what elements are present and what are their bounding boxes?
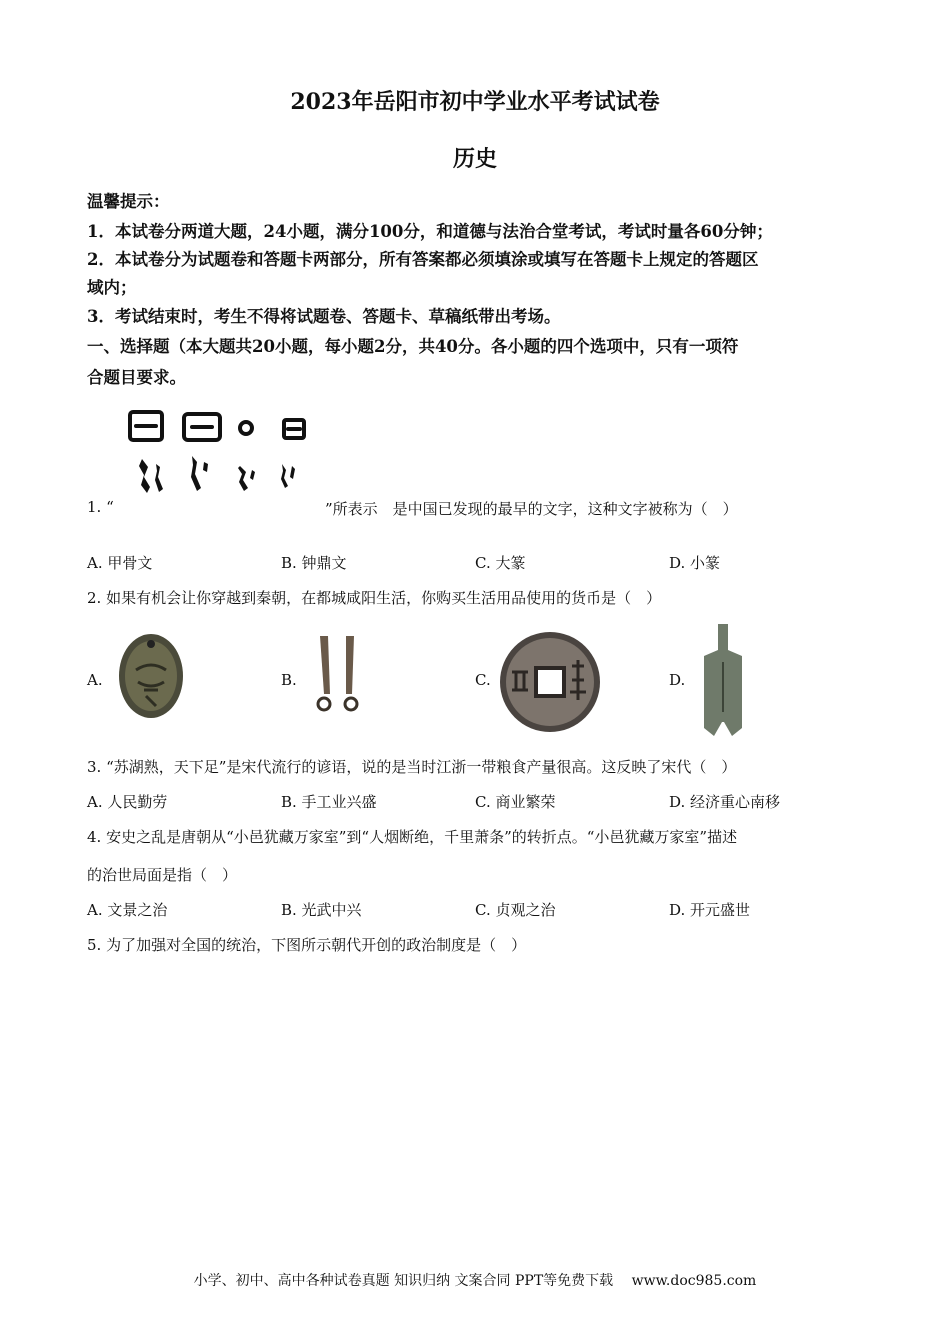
q2-option-c-label[interactable]: C. <box>475 671 491 689</box>
q2-option-b-label[interactable]: B. <box>281 671 297 689</box>
page-footer: 小学、初中、高中各种试卷真题 知识归纳 文案合同 PPT等免费下载 www.doc985.com <box>193 1273 757 1289</box>
q4-stem-line1: 4. 安史之乱是唐朝从“小邑犹藏万家室”到“人烟断绝，千里萧条”的转折点。“小邑犹藏万家室”描述 <box>87 828 738 846</box>
tips-line-1: 1．本试卷分两道大题，24小题，满分100分，和道德与法治合堂考试，考试时量各60分钟； <box>87 222 773 241</box>
ant-nose-coin-image <box>116 630 186 722</box>
q3-option-a[interactable]: A. 人民勤劳 <box>87 793 168 811</box>
q4-option-b[interactable]: B. 光武中兴 <box>281 901 362 919</box>
q3-option-d[interactable]: D. 经济重心南移 <box>669 793 781 811</box>
q5-stem: 5. 为了加强对全国的统治，下图所示朝代开创的政治制度是（ ） <box>87 936 527 954</box>
q2-stem: 2. 如果有机会让你穿越到秦朝，在都城咸阳生活，你购买生活用品使用的货币是（ ） <box>87 589 662 607</box>
tips-line-2a: 2．本试卷分为试题卷和答题卡两部分，所有答案都必须填涂或填写在答题卡上规定的答题区 <box>87 250 759 269</box>
banliang-coin-image <box>498 630 602 734</box>
exam-title: 2023年岳阳市初中学业水平考试试卷 <box>290 89 660 115</box>
q4-option-c[interactable]: C. 贞观之治 <box>475 901 556 919</box>
q2-option-a-label[interactable]: A. <box>87 671 103 689</box>
q3-option-c[interactable]: C. 商业繁荣 <box>475 793 556 811</box>
q4-option-d[interactable]: D. 开元盛世 <box>669 901 751 919</box>
q4-stem-line2: 的治世局面是指（ ） <box>87 866 238 884</box>
oracle-bone-characters-image <box>122 404 312 504</box>
q2-option-d-label[interactable]: D. <box>669 671 686 689</box>
tips-line-3: 3．考试结束时，考生不得将试题卷、答题卡、草稿纸带出考场。 <box>87 307 561 326</box>
q4-option-a[interactable]: A. 文景之治 <box>87 901 168 919</box>
spade-coin-image <box>690 622 756 738</box>
q1-option-a[interactable]: A. 甲骨文 <box>87 554 153 572</box>
section1-heading-1: 一、选择题（本大题共20小题，每小题2分，共40分。各小题的四个选项中，只有一项符 <box>87 337 739 356</box>
q1-option-c[interactable]: C. 大篆 <box>475 554 526 572</box>
knife-coin-image <box>308 632 368 718</box>
exam-subject: 历史 <box>452 146 497 172</box>
q1-stem-prefix: 1. “ <box>87 498 114 516</box>
q1-stem-suffix: ”所表示 是中国已发现的最早的文字，这种文字被称为（ ） <box>325 500 738 518</box>
section1-heading-2: 合题目要求。 <box>87 368 186 387</box>
q1-option-d[interactable]: D. 小篆 <box>669 554 721 572</box>
tips-heading: 温馨提示： <box>87 192 170 211</box>
q3-stem: 3. “苏湖熟，天下足”是宋代流行的谚语，说的是当时江浙一带粮食产量很高。这反映了宋代（ ） <box>87 758 737 776</box>
q3-option-b[interactable]: B. 手工业兴盛 <box>281 793 377 811</box>
q1-option-b[interactable]: B. 钟鼎文 <box>281 554 347 572</box>
tips-line-2b: 域内； <box>87 278 137 297</box>
